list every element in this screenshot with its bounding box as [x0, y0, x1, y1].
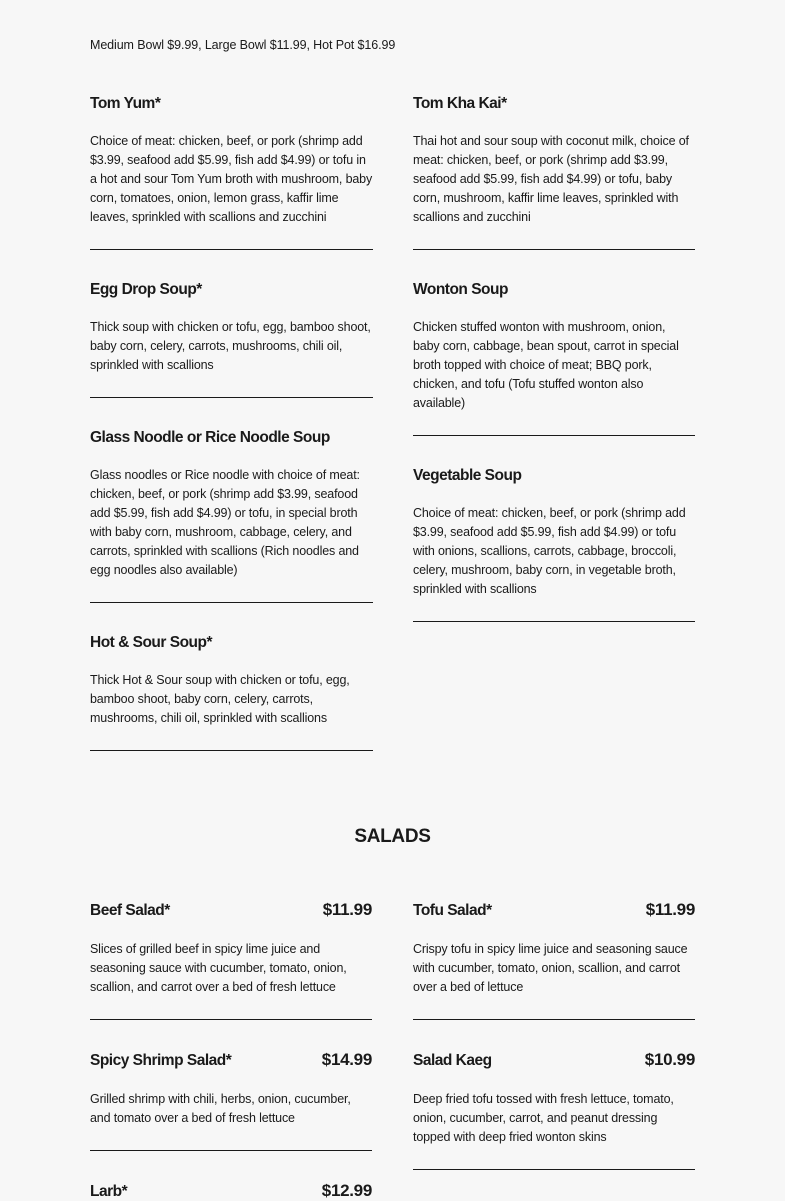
item-header: [90, 1181, 372, 1201]
item-description: Choice of meat: chicken, beef, or pork (shrimp add $3.99, seafood add $5.99, fish add $4.99) or tofu in a hot and sour Tom Yum broth with mushroom, baby corn, tomatoes, onion, lemon grass, kaffir lime leaves, sprinkled with scallions and zucchini: [90, 134, 373, 224]
item-price: $10.99: [644, 1050, 695, 1069]
item-price: $11.99: [645, 900, 695, 919]
item-header: [90, 1050, 372, 1070]
soups-left-column: [90, 95, 373, 751]
item-description: Choice of meat: chicken, beef, or pork (shrimp add $3.99, seafood add $5.99, fish add $4.99) or tofu with onions, scallions, carrots, cabbage, broccoli, celery, mushroom, baby corn, in vegetable broth, sprinkled with scallions: [413, 506, 686, 596]
menu-item-tofu-salad: [413, 900, 695, 1020]
salads-right-column: [413, 900, 695, 1170]
item-name: Egg Drop Soup*: [90, 281, 202, 298]
item-name: Tofu Salad*: [413, 902, 492, 919]
item-description: Crispy tofu in spicy lime juice and seasoning sauce with cucumber, tomato, onion, scallion, and carrot over a bed of lettuce: [413, 942, 688, 994]
menu-item-hot-sour-soup: [90, 634, 373, 751]
menu-item-tom-yum: [90, 95, 373, 250]
item-description: Slices of grilled beef in spicy lime juice and seasoning sauce with cucumber, tomato, onion, scallion, and carrot over a bed of fresh lettuce: [90, 942, 347, 994]
item-header: [413, 1050, 695, 1070]
soup-pricing-note: Medium Bowl $9.99, Large Bowl $11.99, Hot Pot $16.99: [90, 38, 396, 52]
menu-item-salad-kaeg: [413, 1050, 695, 1170]
menu-item-larb: [90, 1181, 372, 1201]
item-description: Grilled shrimp with chili, herbs, onion, cucumber, and tomato over a bed of fresh lettuce: [90, 1092, 351, 1125]
item-name: Tom Yum*: [90, 95, 161, 112]
item-name: Vegetable Soup: [413, 467, 522, 484]
item-price: $14.99: [321, 1050, 372, 1069]
item-header: [413, 900, 695, 920]
section-title-salads: SALADS: [354, 826, 431, 847]
item-price: $12.99: [321, 1181, 372, 1200]
item-description: Thai hot and sour soup with coconut milk, choice of meat: chicken, beef, or pork (shrimp add $3.99, seafood add $5.99, fish add $4.99) or tofu, baby corn, mushroom, kaffir lime leaves, sprinkled with scallions and zucchini: [413, 134, 689, 224]
menu-item-noodle-soup: [90, 429, 373, 603]
item-name: Glass Noodle or Rice Noodle Soup: [90, 429, 330, 446]
item-name: Tom Kha Kai*: [413, 95, 507, 112]
item-price: $11.99: [322, 900, 372, 919]
item-name: Salad Kaeg: [413, 1052, 492, 1069]
item-name: Spicy Shrimp Salad*: [90, 1052, 232, 1069]
menu-item-tom-kha-kai: [413, 95, 695, 250]
salads-left-column: [90, 900, 372, 1201]
item-header: [90, 900, 372, 920]
item-name: Wonton Soup: [413, 281, 508, 298]
menu-item-vegetable-soup: [413, 467, 695, 622]
menu-item-spicy-shrimp-salad: [90, 1050, 372, 1151]
menu-item-wonton-soup: [413, 281, 695, 436]
item-description: Deep fried tofu tossed with fresh lettuce, tomato, onion, cucumber, carrot, and peanut dressing topped with deep fried wonton skins: [413, 1092, 674, 1144]
item-description: Chicken stuffed wonton with mushroom, onion, baby corn, cabbage, bean spout, carrot in special broth topped with choice of meat; BBQ pork, chicken, and tofu (Tofu stuffed wonton also available): [413, 320, 679, 410]
item-name: Hot & Sour Soup*: [90, 634, 213, 651]
menu-item-egg-drop-soup: [90, 281, 373, 398]
item-description: Thick Hot & Sour soup with chicken or tofu, egg, bamboo shoot, baby corn, celery, carrots, mushrooms, chili oil, sprinkled with scallions: [90, 673, 350, 725]
item-description: Thick soup with chicken or tofu, egg, bamboo shoot, baby corn, celery, carrots, mushrooms, chili oil, sprinkled with scallions: [90, 320, 371, 372]
menu-item-beef-salad: [90, 900, 372, 1020]
item-description: Glass noodles or Rice noodle with choice of meat: chicken, beef, or pork (shrimp add $3.99, seafood add $5.99, fish add $4.99) or tofu, in special broth with baby corn, mushroom, cabbage, celery, and carrots, sprinkled with scallions (Rich noodles and egg noodles also available): [90, 468, 360, 577]
soups-right-column: [413, 95, 695, 622]
item-name: Larb*: [90, 1183, 128, 1200]
item-name: Beef Salad*: [90, 902, 170, 919]
